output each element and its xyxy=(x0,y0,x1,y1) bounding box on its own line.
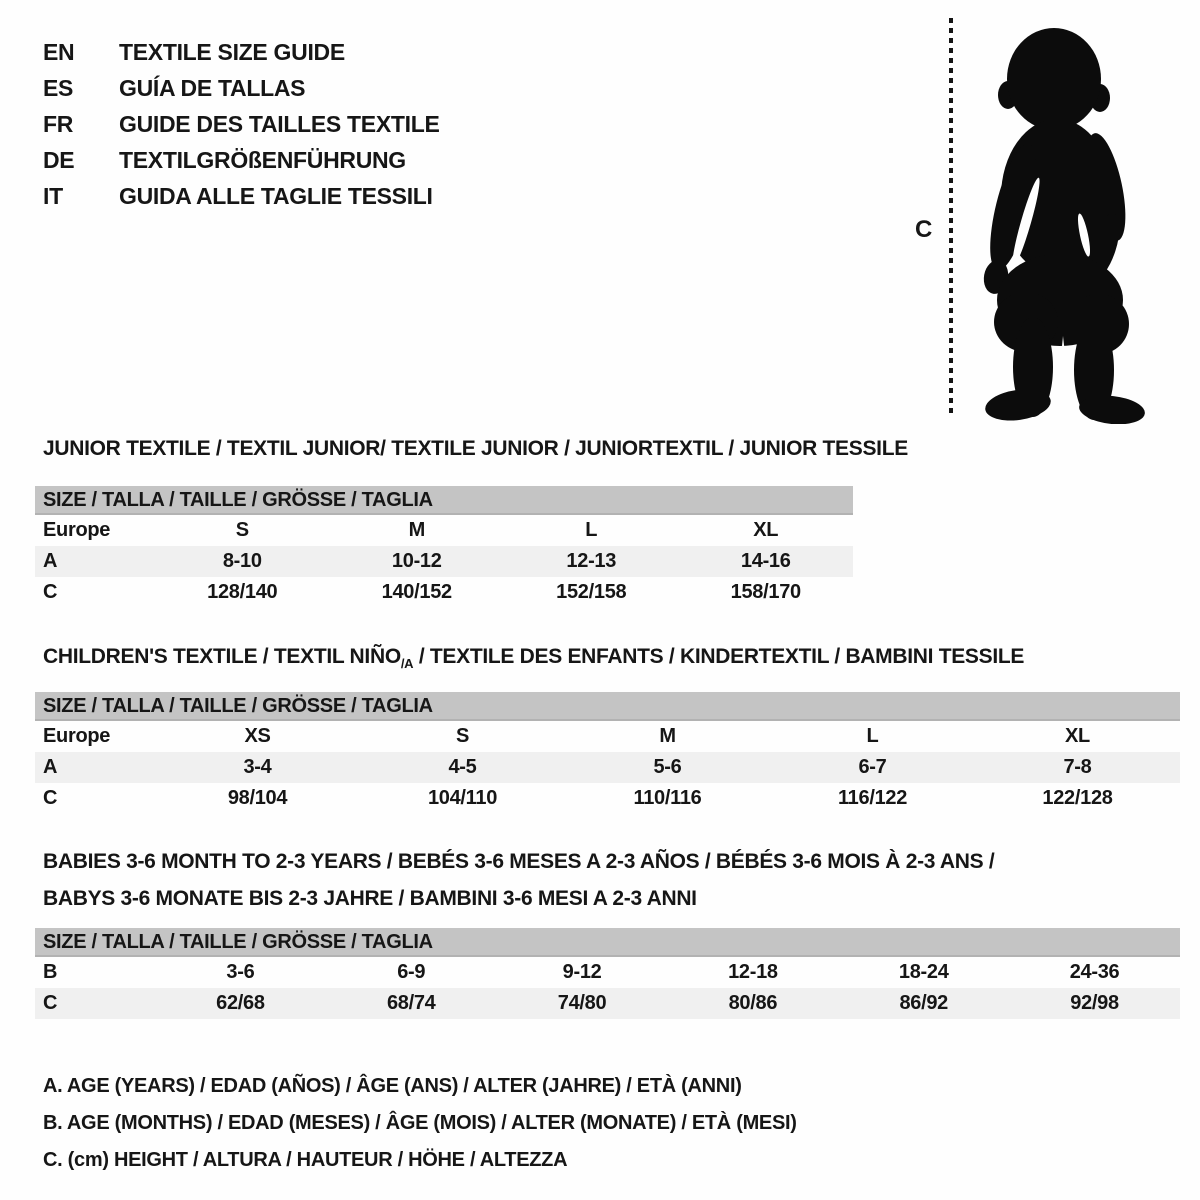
table-cell: 3-4 xyxy=(243,756,272,778)
table-cell: L xyxy=(866,725,879,747)
table-row xyxy=(35,783,1180,814)
table-cell: 68/74 xyxy=(386,992,436,1014)
table-row xyxy=(35,515,853,546)
measurement-legend xyxy=(43,1068,797,1179)
row-label: C xyxy=(43,787,58,809)
table-cell: 122/128 xyxy=(1042,787,1113,809)
language-code: FR xyxy=(43,111,74,137)
language-code: EN xyxy=(43,39,75,65)
table-cell: S xyxy=(455,725,470,747)
size-header-row: SIZE / TALLA / TAILLE / GRÖSSE / TAGLIA xyxy=(35,486,853,515)
children-size-table xyxy=(35,692,1180,814)
table-cell: 6-9 xyxy=(397,961,426,983)
size-header-row: SIZE / TALLA / TAILLE / GRÖSSE / TAGLIA xyxy=(35,692,1180,721)
legend-line-b: B. AGE (MONTHS) / EDAD (MESES) / ÂGE (MOIS) / ALTER (MONATE) / ETÀ (MESI) xyxy=(43,1112,797,1134)
legend-line-c: C. (cm) HEIGHT / ALTURA / HAUTEUR / HÖHE / ALTEZZA xyxy=(43,1149,568,1171)
table-cell: 62/68 xyxy=(216,992,265,1014)
table-cell: 5-6 xyxy=(653,756,682,778)
children-title-sub: /A xyxy=(400,656,414,672)
row-label: Europe xyxy=(43,725,111,747)
height-figure xyxy=(905,14,1165,426)
table-cell: 110/116 xyxy=(633,787,702,809)
table-row xyxy=(35,721,1180,752)
table-cell: 92/98 xyxy=(1070,992,1119,1014)
table-cell: 3-6 xyxy=(226,961,255,983)
language-title-list xyxy=(43,34,440,214)
toddler-silhouette-icon xyxy=(963,22,1155,424)
table-cell: XS xyxy=(244,725,271,747)
guide-title: GUIDE DES TAILLES TEXTILE xyxy=(119,111,440,137)
table-cell: 128/140 xyxy=(207,581,278,603)
table-cell: 12-18 xyxy=(728,961,778,983)
language-code: DE xyxy=(43,147,75,173)
table-cell: 24-36 xyxy=(1069,961,1120,983)
row-label: A xyxy=(43,550,58,572)
table-cell: L xyxy=(585,519,598,541)
table-cell: 14-16 xyxy=(740,550,791,572)
table-cell: 4-5 xyxy=(448,756,477,778)
table-row xyxy=(35,752,1180,783)
table-cell: XL xyxy=(753,519,779,541)
table-row xyxy=(35,988,1180,1019)
table-cell: XL xyxy=(1065,725,1090,747)
row-label: Europe xyxy=(43,519,111,541)
children-title-prefix: CHILDREN'S TEXTILE / TEXTIL NIÑO xyxy=(43,645,401,668)
table-row xyxy=(35,577,853,608)
table-cell: 9-12 xyxy=(562,961,602,983)
table-row xyxy=(35,957,1180,988)
guide-title: TEXTILGRÖßENFÜHRUNG xyxy=(119,147,406,173)
guide-title: TEXTILE SIZE GUIDE xyxy=(119,39,345,65)
table-cell: 10-12 xyxy=(391,550,442,572)
list-item xyxy=(43,106,440,142)
table-cell: 116/122 xyxy=(837,787,908,809)
language-code: ES xyxy=(43,75,74,101)
list-item xyxy=(43,34,440,70)
junior-size-table xyxy=(35,486,853,608)
junior-section-title: JUNIOR TEXTILE / TEXTIL JUNIOR/ TEXTILE JUNIOR / JUNIORTEXTIL / JUNIOR TESSILE xyxy=(43,437,908,460)
row-label: A xyxy=(43,756,58,778)
table-cell: 12-13 xyxy=(566,550,617,572)
table-cell: 104/110 xyxy=(427,787,498,809)
babies-title-line-2: BABYS 3-6 MONATE BIS 2-3 JAHRE / BAMBINI 3-6 MESI A 2-3 ANNI xyxy=(43,887,697,910)
table-cell: 158/170 xyxy=(730,581,801,603)
list-item xyxy=(43,70,440,106)
table-cell: 86/92 xyxy=(899,992,948,1014)
table-cell: S xyxy=(235,519,249,541)
list-item xyxy=(43,178,440,214)
legend-line-a: A. AGE (YEARS) / EDAD (AÑOS) / ÂGE (ANS) / ALTER (JAHRE) / ETÀ (ANNI) xyxy=(43,1075,742,1097)
guide-title: GUÍA DE TALLAS xyxy=(119,75,306,101)
children-section-title xyxy=(43,645,1024,671)
guide-title: GUIDA ALLE TAGLIE TESSILI xyxy=(119,183,433,209)
table-cell: 80/86 xyxy=(728,992,778,1014)
children-title-suffix: / TEXTILE DES ENFANTS / KINDERTEXTIL / BAMBINI TESSILE xyxy=(413,645,1025,668)
row-label: C xyxy=(43,581,58,603)
table-cell: 7-8 xyxy=(1063,756,1092,778)
babies-title-line-1: BABIES 3-6 MONTH TO 2-3 YEARS / BEBÉS 3-6 MESES A 2-3 AÑOS / BÉBÉS 3-6 MOIS À 2-3 ANS / xyxy=(43,850,995,873)
table-cell: M xyxy=(659,725,676,747)
language-code: IT xyxy=(43,183,63,209)
table-cell: 18-24 xyxy=(898,961,949,983)
table-cell: 152/158 xyxy=(556,581,627,603)
table-cell: 98/104 xyxy=(227,787,288,809)
size-header-row: SIZE / TALLA / TAILLE / GRÖSSE / TAGLIA xyxy=(35,928,1180,957)
table-cell: 8-10 xyxy=(222,550,262,572)
table-row xyxy=(35,546,853,577)
table-cell: 74/80 xyxy=(557,992,607,1014)
list-item xyxy=(43,142,440,178)
babies-size-table xyxy=(35,928,1180,1019)
table-cell: 6-7 xyxy=(858,756,887,778)
table-cell: 140/152 xyxy=(381,581,452,603)
height-measure-dashed-line xyxy=(949,18,953,418)
babies-section-title xyxy=(43,843,994,917)
table-cell: M xyxy=(408,519,425,541)
row-label: C xyxy=(43,992,58,1014)
height-measure-label: C xyxy=(915,216,933,243)
row-label: B xyxy=(43,961,58,983)
